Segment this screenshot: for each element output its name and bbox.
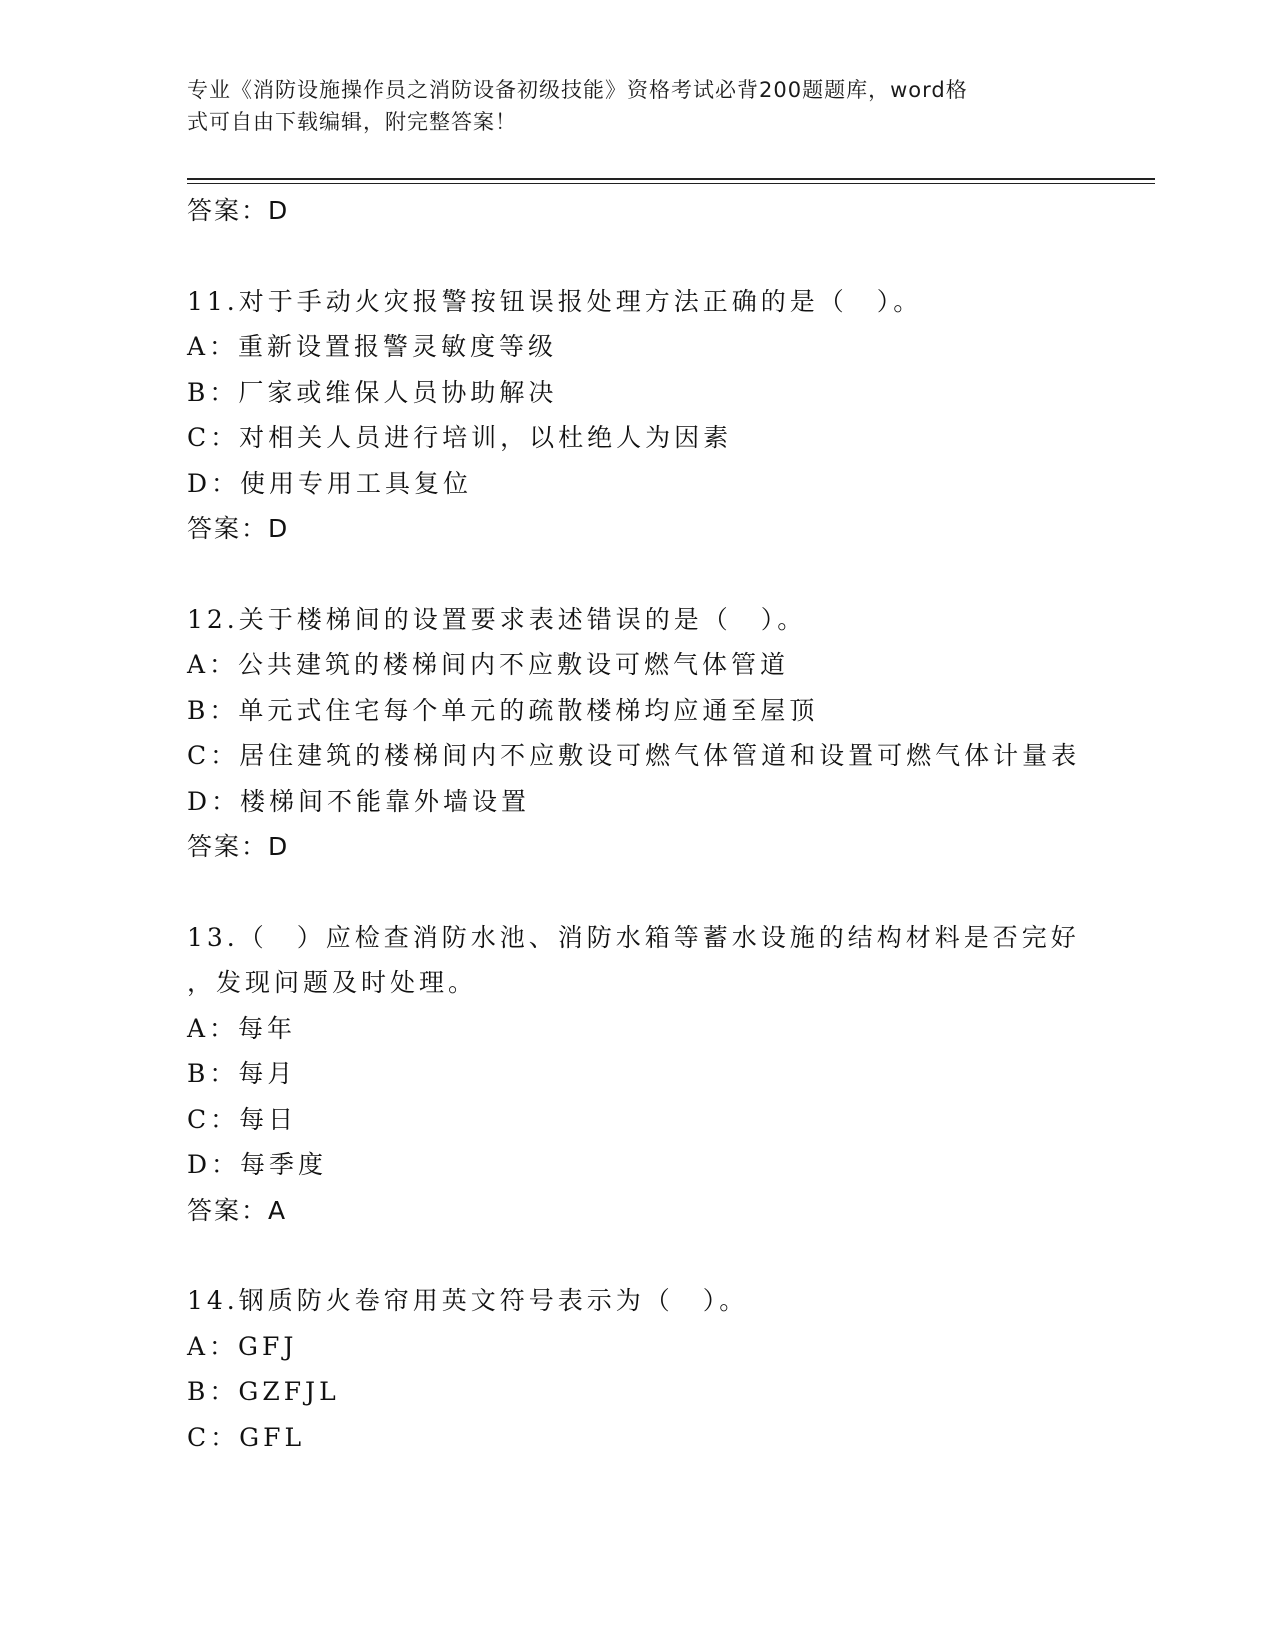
spacer [187,234,1087,279]
header-line-2: 式可自由下载编辑，附完整答案！ [187,110,517,134]
option-d: D：每季度 [187,1150,328,1179]
document-header [187,74,1067,138]
option-a: A：公共建筑的楼梯间内不应敷设可燃气体管道 [187,650,790,679]
option-c: C：GFL [187,1422,306,1452]
option-d: D：使用专用工具复位 [187,468,473,498]
spacer [187,870,1087,915]
spacer [187,1233,1087,1278]
option-b: B：GZFJL [187,1377,340,1406]
previous-answer: 答案：D [187,196,290,225]
question-stem: 11.对于手动火灾报警按钮误报处理方法正确的是（ ）。 [187,286,923,316]
question-stem: 13.（ ）应检查消防水池、消防水箱等蓄水设施的结构材料是否完好 [187,922,1080,952]
question-stem: 14.钢质防火卷帘用英文符号表示为（ ）。 [187,1286,749,1315]
option-a: A：每年 [187,1013,297,1043]
header-line-1: 专业《消防设施操作员之消防设备初级技能》资格考试必背200题题库，word格 [187,78,968,102]
question-list [187,188,1087,1460]
spacer [187,552,1087,597]
answer-line: 答案：A [187,1195,288,1225]
option-b: B：厂家或维保人员协助解决 [187,377,558,407]
option-b: B：单元式住宅每个单元的疏散楼梯均应通至屋顶 [187,695,819,725]
question-block [187,1278,1087,1460]
answer-line: 答案：D [187,832,290,861]
option-b: B：每月 [187,1059,297,1088]
question-block [187,597,1087,870]
header-rule-thick [187,178,1155,180]
header-rule-thin [187,183,1155,184]
option-a: A：GFJ [187,1331,298,1361]
option-d: D：楼梯间不能靠外墙设置 [187,786,531,816]
option-c: C：对相关人员进行培训，以杜绝人为因素 [187,423,733,452]
option-c: C：居住建筑的楼梯间内不应敷设可燃气体管道和设置可燃气体计量表 [187,741,1081,770]
question-stem-continued: ，发现问题及时处理。 [187,968,478,997]
question-stem: 12.关于楼梯间的设置要求表述错误的是（ ）。 [187,604,807,634]
question-block [187,279,1087,552]
option-a: A：重新设置报警灵敏度等级 [187,332,558,361]
option-c: C：每日 [187,1104,298,1134]
answer-line: 答案：D [187,514,290,543]
question-block [187,915,1087,1234]
